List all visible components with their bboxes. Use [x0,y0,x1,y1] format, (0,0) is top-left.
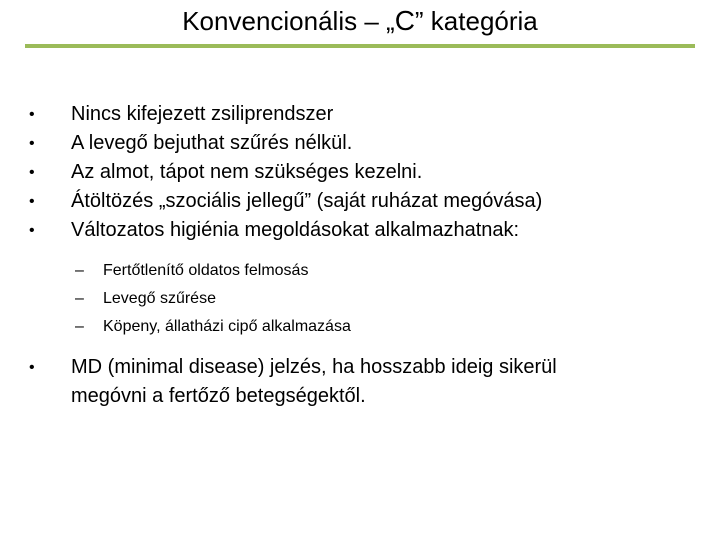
bullet-item-md [25,353,695,411]
bullet-text: Változatos higiénia megoldásokat alkalmazhatnak: [71,219,520,241]
bullet-text-line-1: MD (minimal disease) jelzés, ha hosszabb ideig sikerül [71,356,557,378]
bullet-list [25,100,695,411]
bullet-item [25,100,695,129]
bullet-icon: • [29,193,35,210]
sub-bullet-group [25,257,695,341]
bullet-text: Nincs kifejezett zsiliprendszer [71,103,334,125]
title-prefix: Konvencionális – „ [182,6,395,36]
dash-icon: – [75,262,84,279]
sub-bullet-text: Levegő szűrése [103,290,216,307]
sub-bullet-text: Köpeny, állatházi cipő alkalmazása [103,318,351,335]
slide-title [0,4,720,38]
bullet-text: A levegő bejuthat szűrés nélkül. [71,132,353,154]
dash-icon: – [75,290,84,307]
sub-bullet-item [25,257,695,285]
sub-bullet-item [25,313,695,341]
bullet-icon: • [29,106,35,123]
bullet-item [25,216,695,245]
sub-bullet-text: Fertőtlenítő oldatos felmosás [103,262,309,279]
title-suffix: ” kategória [414,6,538,36]
bullet-icon: • [29,164,35,181]
sub-bullet-item [25,285,695,313]
dash-icon: – [75,318,84,335]
bullet-text-line-2: megóvni a fertőző betegségektől. [71,385,366,407]
title-divider [25,44,695,48]
bullet-icon: • [29,135,35,152]
bullet-item [25,129,695,158]
sub-bullet-list [25,257,695,341]
bullet-item [25,158,695,187]
bullet-icon: • [29,359,35,376]
bullet-item [25,187,695,216]
title-letter: C [394,5,415,36]
bullet-text: Átöltözés „szociális jellegű” (saját ruházat megóvása) [71,190,543,212]
bullet-text: Az almot, tápot nem szükséges kezelni. [71,161,423,183]
bullet-icon: • [29,222,35,239]
